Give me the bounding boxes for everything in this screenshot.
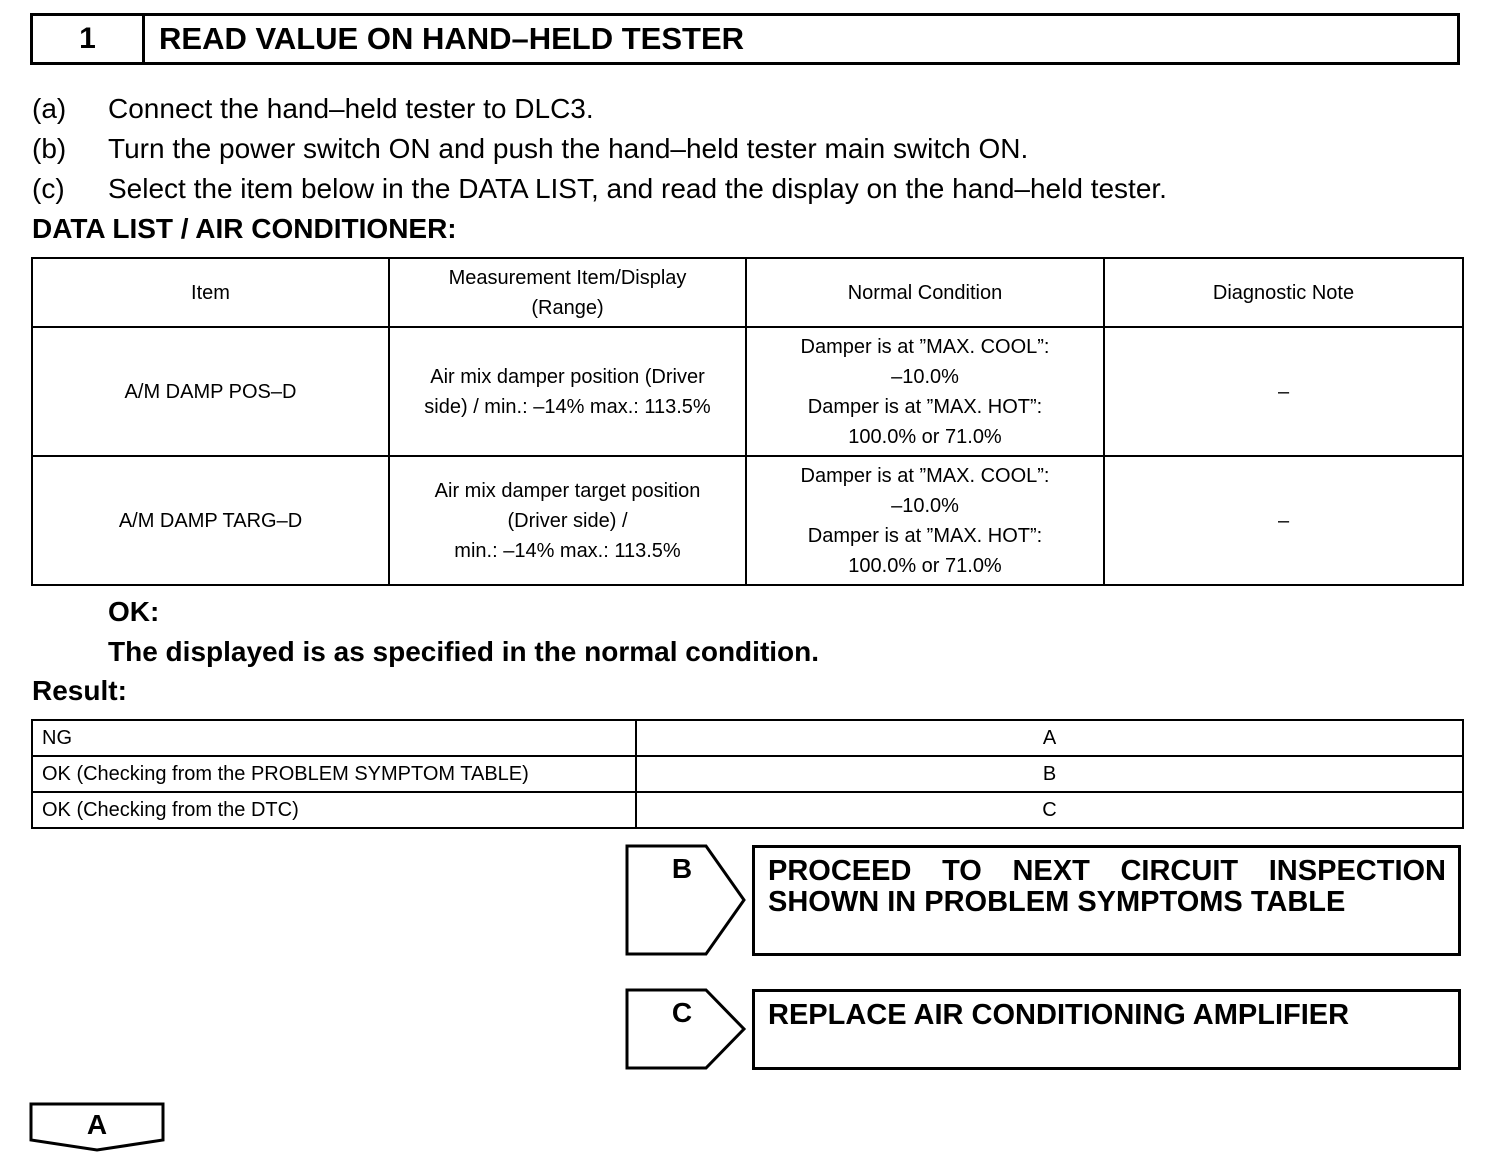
ok-text: The displayed is as specified in the normal condition. bbox=[108, 636, 820, 667]
cell-normal-condition: Damper is at ”MAX. COOL”: –10.0% Damper is at ”MAX. HOT”: 100.0% or 71.0% bbox=[746, 327, 1104, 456]
branch-b-line-2: SHOWN IN PROBLEM SYMPTOMS TABLE bbox=[768, 886, 1346, 918]
cell-measurement: Air mix damper target position (Driver side) / min.: –14% max.: 113.5% bbox=[389, 456, 746, 585]
data-list-title: DATA LIST / AIR CONDITIONER: bbox=[32, 213, 457, 244]
branch-b-line-1: PROCEED TO NEXT CIRCUIT INSPECTION bbox=[768, 855, 1446, 887]
result-condition: OK (Checking from the PROBLEM SYMPTOM TABLE) bbox=[32, 756, 636, 792]
branch-b-action-box bbox=[752, 845, 1461, 956]
instruction-label: (b) bbox=[32, 133, 67, 164]
cell-diagnostic-note: – bbox=[1104, 456, 1463, 585]
cell-normal-condition: Damper is at ”MAX. COOL”: –10.0% Damper is at ”MAX. HOT”: 100.0% or 71.0% bbox=[746, 456, 1104, 585]
result-code: A bbox=[636, 720, 1463, 756]
cell-item: A/M DAMP TARG–D bbox=[32, 456, 389, 585]
header-diagnostic-note: Diagnostic Note bbox=[1104, 258, 1463, 327]
cell-measurement: Air mix damper position (Driver side) / min.: –14% max.: 113.5% bbox=[389, 327, 746, 456]
result-title: Result: bbox=[32, 675, 127, 706]
result-code: C bbox=[636, 792, 1463, 828]
instruction-text: Connect the hand–held tester to DLC3. bbox=[108, 93, 594, 124]
step-title: READ VALUE ON HAND–HELD TESTER bbox=[159, 21, 745, 56]
instruction-text: Turn the power switch ON and push the hand–held tester main switch ON. bbox=[108, 133, 1029, 164]
instruction-label: (c) bbox=[32, 173, 65, 204]
branch-b-tag: B bbox=[671, 853, 693, 884]
ok-label: OK: bbox=[108, 596, 160, 627]
result-code: B bbox=[636, 756, 1463, 792]
header-measurement: Measurement Item/Display (Range) bbox=[389, 258, 746, 327]
branch-c-tag: C bbox=[671, 997, 693, 1028]
result-condition: OK (Checking from the DTC) bbox=[32, 792, 636, 828]
instruction-text: Select the item below in the DATA LIST, and read the display on the hand–held tester. bbox=[108, 173, 1167, 204]
cell-item: A/M DAMP POS–D bbox=[32, 327, 389, 456]
branch-c-line-1: REPLACE AIR CONDITIONING AMPLIFIER bbox=[768, 999, 1350, 1031]
header-item: Item bbox=[32, 258, 389, 327]
step-number: 1 bbox=[33, 16, 145, 62]
header-normal-condition: Normal Condition bbox=[746, 258, 1104, 327]
cell-diagnostic-note: – bbox=[1104, 327, 1463, 456]
branch-a-tag: A bbox=[86, 1109, 108, 1140]
branch-c-action-box bbox=[752, 989, 1461, 1070]
result-condition: NG bbox=[32, 720, 636, 756]
instruction-label: (a) bbox=[32, 93, 67, 124]
